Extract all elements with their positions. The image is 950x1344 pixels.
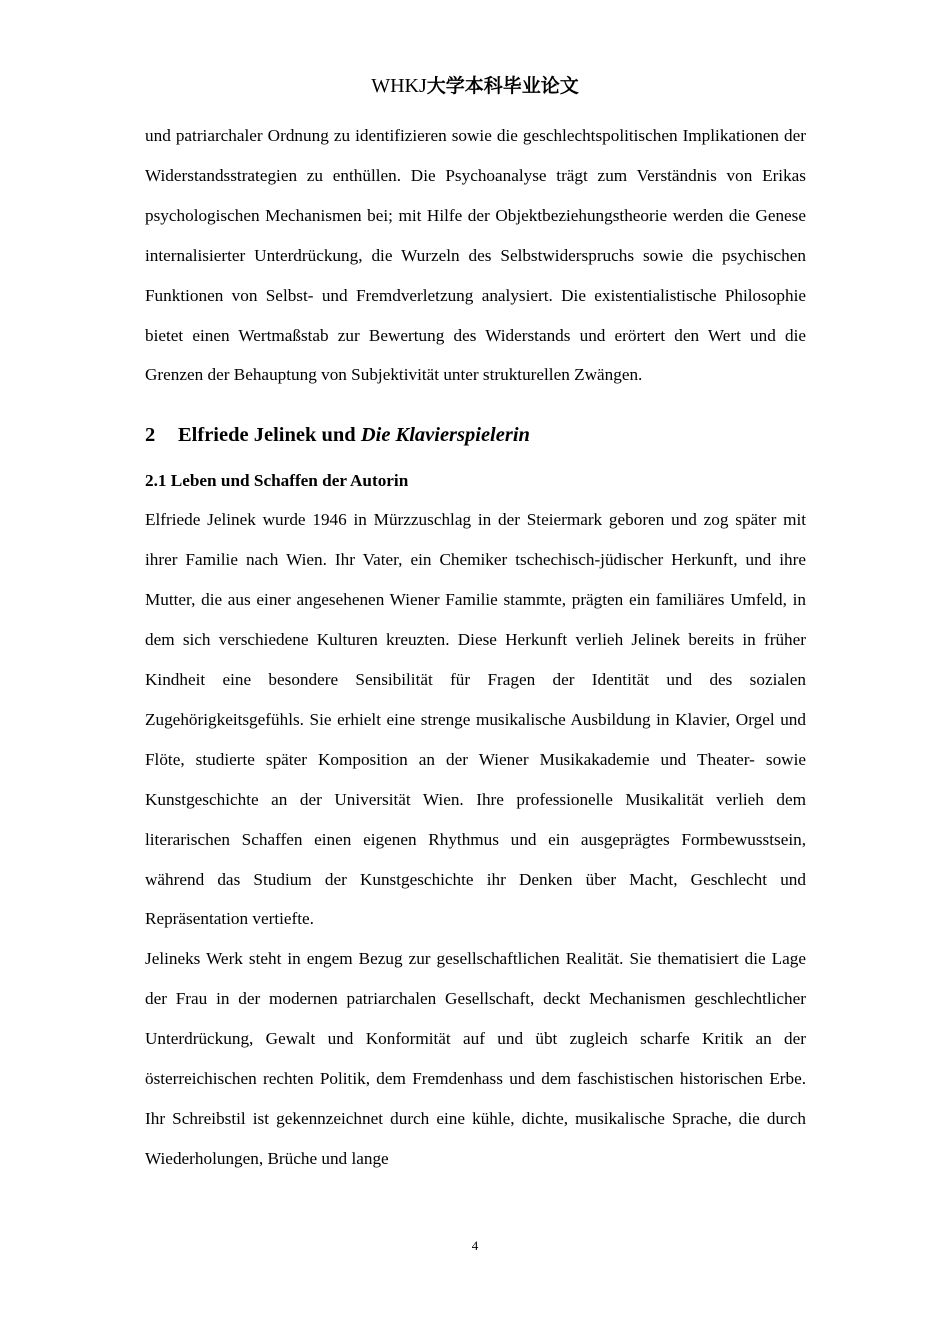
header-chinese: 大学本科毕业论文 xyxy=(426,75,579,97)
paragraph-biography: Elfriede Jelinek wurde 1946 in Mürzzuschlag in der Steiermark geboren und zog später mit ihrer Familie nach Wien. Ihr Vater, ein Chemiker tschechisch-jüdischer Herkunft, und ihre Mutter, die aus einer angesehenen Wiener Familie stammte, prägten ein familiäres Umfeld, in dem sich verschiedene Kulturen kreuzten. Diese Herkunft verlieh Jelinek bereits in früher Kindheit eine besondere Sensibilität für Fragen der Identität und des sozialen Zugehörigkeitsgefühls. Sie erhielt eine strenge musikalische Ausbildung in Klavier, Orgel und Flöte, studierte später Komposition an der Wiener Musikakademie und Theater- sowie Kunstgeschichte an der Universität Wien. Ihre professionelle Musikalität verlieh dem literarischen Schaffen einen eigenen Rhythmus und ein ausgeprägtes Formbewusstsein, während das Studium der Kunstgeschichte ihr Denken über Macht, Geschlecht und Repräsentation vertiefte. xyxy=(145,510,806,929)
subsection-heading: 2.1 Leben und Schaffen der Autorin xyxy=(145,471,409,491)
section-heading xyxy=(145,395,806,465)
header-latin: WHKJ xyxy=(371,75,427,97)
page-body xyxy=(145,116,806,1179)
section-number: 2 xyxy=(145,424,156,447)
section-title-italic: Die Klavierspielerin xyxy=(360,424,530,447)
paragraph-continued: und patriarchaler Ordnung zu identifizieren sowie die geschlechtspolitischen Implikationen der Widerstandsstrategien zu enthüllen. Die Psychoanalyse trägt zum Verständnis von Erikas psychologischen Mechanismen bei; mit Hilfe der Objektbeziehungstheorie werden die Genese internalisierter Unterdrückung, die Wurzeln des Selbstwiderspruchs sowie die psychischen Funktionen von Selbst- und Fremdverletzung analysiert. Die existentialistische Philosophie bietet einen Wertmaßstab zur Bewertung des Widerstands und erörtert den Wert und die Grenzen der Behauptung von Subjektivität unter strukturellen Zwängen. xyxy=(145,126,806,385)
page-header xyxy=(0,72,950,100)
page-number: 4 xyxy=(471,1238,479,1253)
paragraph-work: Jelineks Werk steht in engem Bezug zur gesellschaftlichen Realität. Sie thematisiert die Lage der Frau in der modernen patriarchalen Gesellschaft, deckt Mechanismen geschlechtlicher Unterdrückung, Gewalt und Konformität auf und übt zugleich scharfe Kritik an der österreichischen rechten Politik, dem Fremdenhass und dem faschistischen historischen Erbe. Ihr Schreibstil ist gekennzeichnet durch eine kühle, dichte, musikalische Sprache, die durch Wiederholungen, Brüche und lange xyxy=(145,949,806,1168)
section-title-prefix: Elfriede Jelinek und xyxy=(178,424,361,447)
